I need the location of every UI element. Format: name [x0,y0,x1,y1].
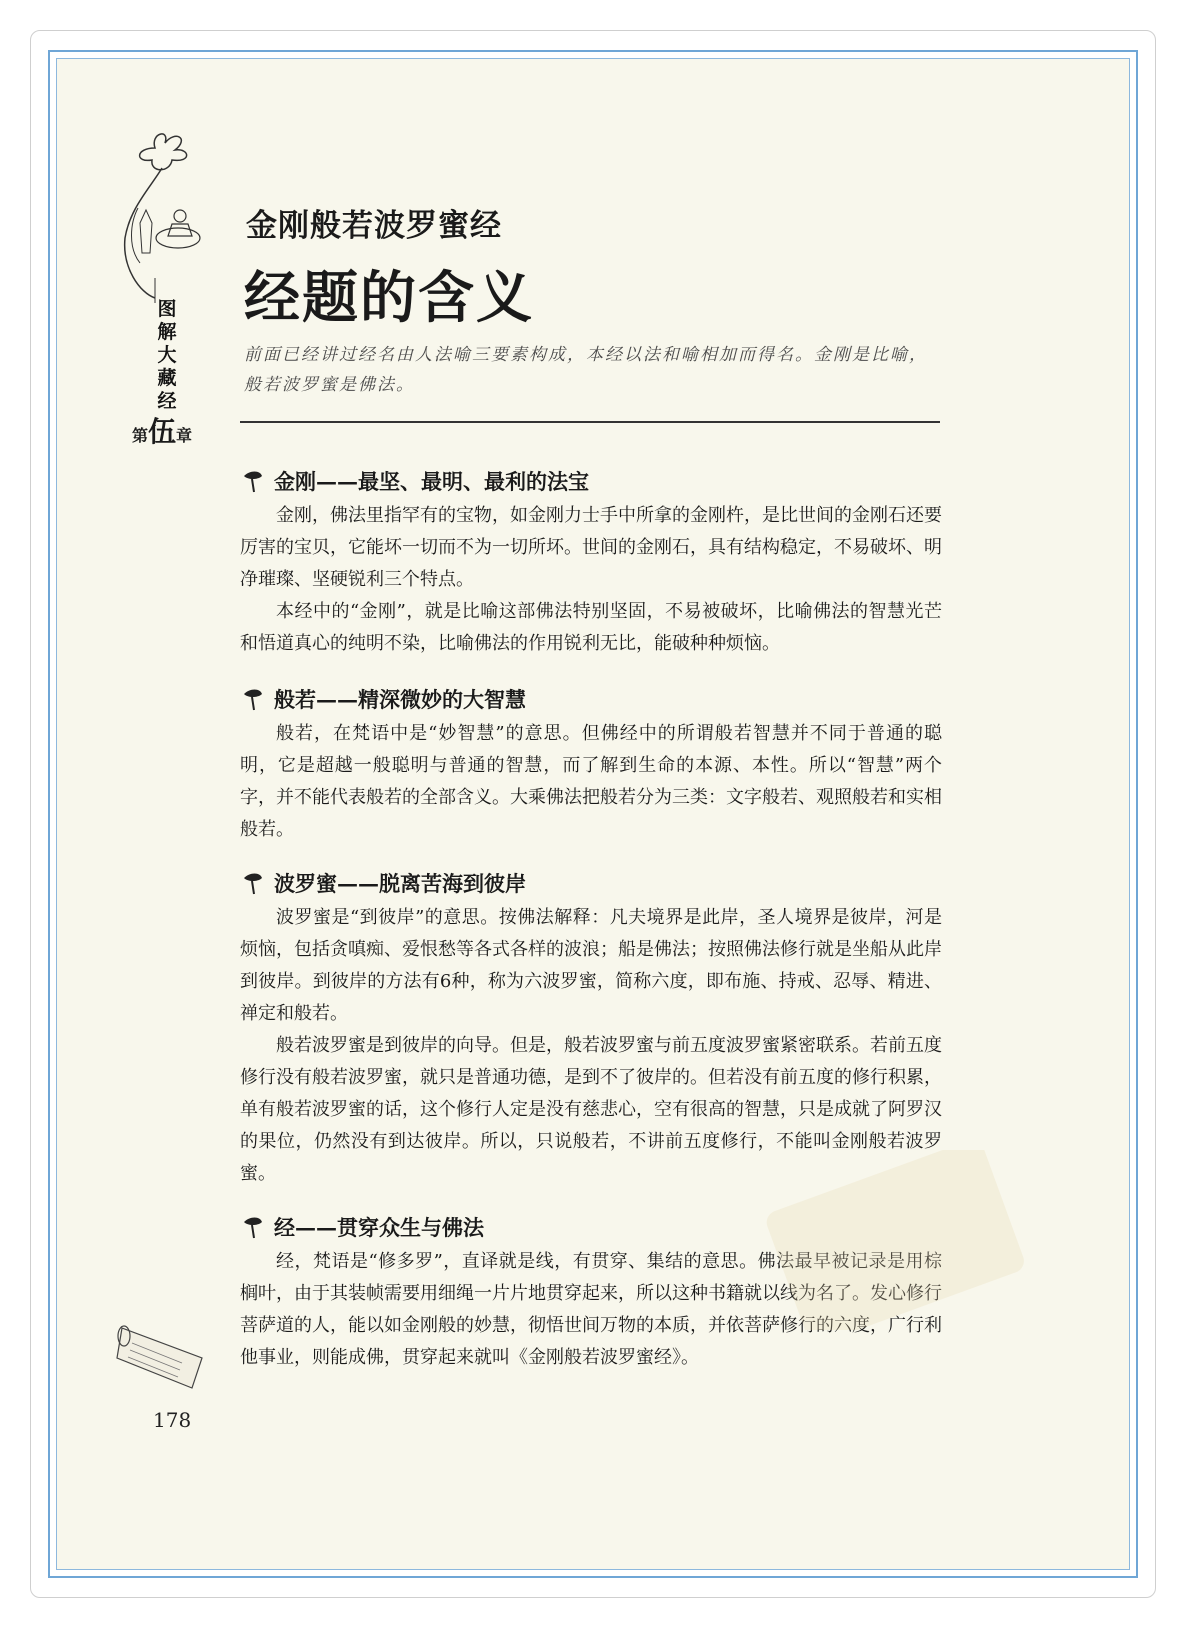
section-bore [240,684,942,846]
section-paragraph: 般若，在梵语中是“妙智慧”的意思。但佛经中的所谓般若智慧并不同于普通的聪明，它是超越一般聪明与普通的智慧，而了解到生命的本源、本性。所以“智慧”两个字，并不能代表般若的全部含义。大乘佛法把般若分为三类：文字般若、观照般若和实相般若。 [240,723,942,840]
section-heading-text: 般若——精深微妙的大智慧 [274,687,526,712]
section-heading [240,868,942,898]
chapter-suffix: 章 [176,426,193,445]
lotus-ornament-icon [110,128,220,308]
section-paragraph: 本经中的“金刚”，就是比喻这部佛法特别坚固，不易被破坏，比喻佛法的智慧光芒和悟道真心的纯明不染，比喻佛法的作用锐利无比，能破种种烦恼。 [240,601,942,654]
brush-icon [240,1214,266,1240]
chapter-label [132,410,192,450]
brush-icon [240,870,266,896]
section-paragraph: 经，梵语是“修多罗”，直译就是线，有贯穿、集结的意思。佛法最早被记录是用棕榈叶，由于其装帧需要用细绳一片片地贯穿起来，所以这种书籍就以线为名了。发心修行菩萨道的人，能以如金刚般的妙慧，彻悟世间万物的本质，并依菩萨修行的六度，广行利他事业，则能成佛，贯穿起来就叫《金刚般若波罗蜜经》。 [240,1251,942,1368]
brush-icon [240,686,266,712]
section-paragraph: 波罗蜜是“到彼岸”的意思。按佛法解释：凡夫境界是此岸，圣人境界是彼岸，河是烦恼，包括贪嗔痴、爱恨愁等各式各样的波浪；船是佛法；按照佛法修行就是坐船从此岸到彼岸。到彼岸的方法有6种，称为六波罗蜜，简称六度，即布施、持戒、忍辱、精进、禅定和般若。 [240,907,942,1024]
section-heading-text: 经——贯穿众生与佛法 [274,1215,484,1240]
page-subtitle: 金刚般若波罗蜜经 [246,208,502,244]
section-heading-text: 波罗蜜——脱离苦海到彼岸 [274,871,526,896]
book-title-vertical: 图解大藏经 [157,298,177,412]
brush-icon [240,468,266,494]
section-paragraph: 金刚，佛法里指罕有的宝物，如金刚力士手中所拿的金刚杵，是比世间的金刚石还要厉害的宝贝，它能坏一切而不为一切所坏。世间的金刚石，具有结构稳定，不易破坏、明净璀璨、坚硬锐利三个特点。 [240,505,942,590]
chapter-number: 伍 [148,415,177,448]
intro-text: 前面已经讲过经名由人法喻三要素构成，本经以法和喻相加而得名。金刚是比喻，般若波罗蜜是佛法。 [244,345,928,395]
section-jingang [240,466,942,660]
section-paragraph: 般若波罗蜜是到彼岸的向导。但是，般若波罗蜜与前五度波罗蜜紧密联系。若前五度修行没有般若波罗蜜，就只是普通功德，是到不了彼岸的。但若没有前五度的修行积累，单有般若波罗蜜的话，这个修行人定是没有慈悲心，空有很高的智慧，只是成就了阿罗汉的果位，仍然没有到达彼岸。所以，只说般若，不讲前五度修行，不能叫金刚般若波罗蜜。 [240,1035,942,1184]
watermark-stamp-icon [760,1150,1040,1330]
section-boluomi [240,868,942,1190]
page-title: 经题的含义 [244,265,534,331]
scroll-ornament-icon [112,1318,220,1394]
section-heading [240,466,942,496]
page-number: 178 [153,1408,192,1432]
chapter-prefix: 第 [132,426,149,445]
title-divider [240,421,940,423]
section-heading [240,684,942,714]
section-heading-text: 金刚——最坚、最明、最利的法宝 [274,469,589,494]
